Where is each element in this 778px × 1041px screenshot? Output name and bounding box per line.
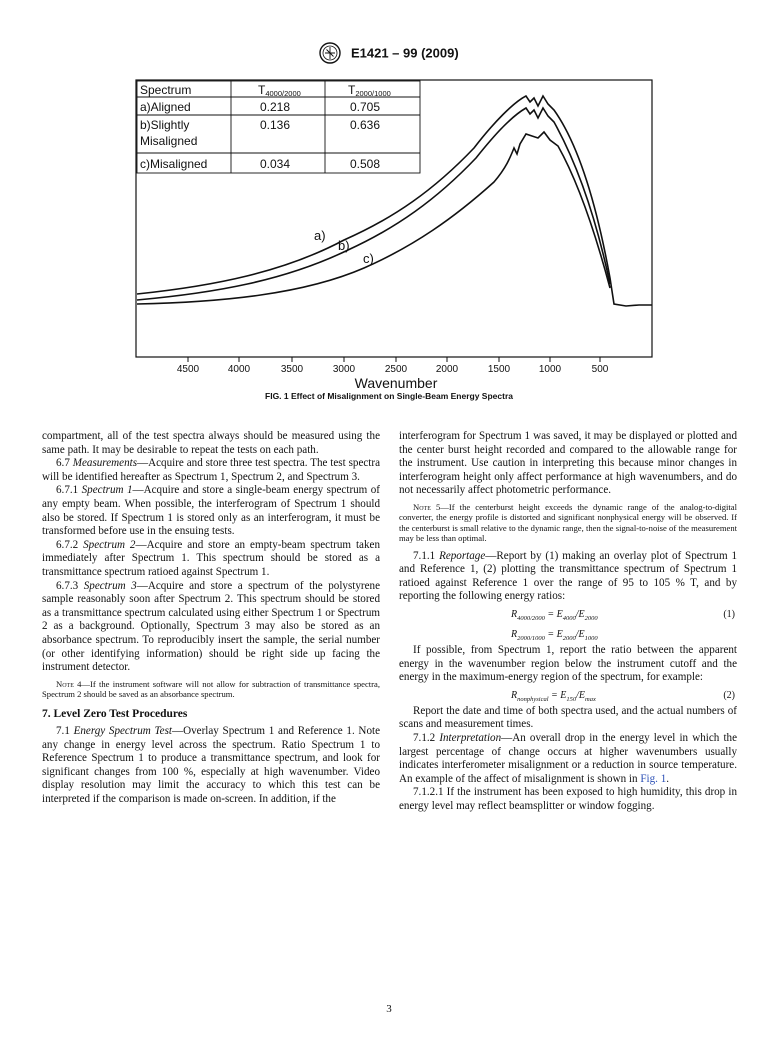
table-cell-row2-t4000: 0.136 — [260, 118, 291, 132]
table-cell-row1-t2000: 0.705 — [350, 100, 381, 114]
table-cell-row2-t2000: 0.636 — [350, 118, 381, 132]
x-tick-label: 2000 — [435, 364, 459, 375]
page-header — [0, 42, 778, 64]
table-cell-row3-t2000: 0.508 — [350, 157, 381, 171]
curve-label-a: a) — [314, 228, 326, 243]
paragraph: 7.1 Energy Spectrum Test—Overlay Spectrum 1 and Reference 1. Note any change in energy level across the spectrum. Ratio Spectrum 1 to Reference Spectrum 1 to produce a transmittance spectrum, and look for significant changes from 100 %, especially at high wavenumber. Video display resolution may limit the accuracy to which this test can be interpreted if the comparison is made on-screen. In addition, if the — [42, 725, 380, 806]
x-tick-label: 1500 — [487, 364, 511, 375]
x-tick-label: 3000 — [332, 364, 356, 375]
astm-logo-icon — [319, 42, 341, 64]
paragraph: 6.7.2 Spectrum 2—Acquire and store an empty-beam spectrum taken immediately after Spectrum 1. This spectrum should be stored as a transmittance spectrum ratioed against Spectrum 1. — [42, 538, 380, 578]
curve-label-c: c) — [363, 251, 374, 266]
equation-1b: $R_{2000/1000} = E_{2000}/E_{1000}$ — [511, 628, 598, 642]
paragraph: Report the date and time of both spectra used, and the actual numbers of scans and measurement times. — [399, 704, 737, 731]
equation-1: $R_{4000/2000} = E_{4000}/E_{2000}$ (1) — [511, 608, 735, 622]
x-tick-label: 4000 — [227, 364, 251, 375]
x-tick-label: 3500 — [280, 364, 304, 375]
paragraph: 7.1.2 Interpretation—An overall drop in the energy level in which the largest percentage of change occurs at higher wavenumbers usually indicates interferometer misalignment or a reduction in source temperature. An example of the affect of misalignment is shown in Fig. 1. — [399, 731, 737, 785]
x-tick-label: 2500 — [384, 364, 408, 375]
table-header-t4000: T4000/2000 — [258, 83, 301, 98]
table-cell-row1-t4000: 0.218 — [260, 100, 291, 114]
ratio-table — [137, 81, 420, 173]
page-number: 3 — [386, 1003, 392, 1015]
x-tick-label: 4500 — [176, 364, 200, 375]
paragraph: interferogram for Spectrum 1 was saved, it may be displayed or plotted and the center burst height recorded and compared to the allowable range for the instrument. Use caution in interpreting this because minor changes in interferogram height only affect performance at high wavenumbers, and do not necessarily affect photometric performance. — [399, 430, 737, 497]
fig1-link[interactable]: Fig. 1 — [640, 772, 667, 785]
table-header-t2000: T2000/1000 — [348, 83, 391, 98]
table-cell-row3-name: c)Misaligned — [140, 157, 208, 171]
standard-designation: E1421 – 99 (2009) — [350, 45, 459, 61]
section-heading: 7. Level Zero Test Procedures — [42, 707, 188, 720]
table-cell-row2-name-a: b)Slightly — [140, 118, 190, 132]
left-column — [42, 430, 380, 807]
curve-label-b: b) — [338, 238, 350, 253]
x-tick-label: 1000 — [538, 364, 562, 375]
note-4: Note 4—If the instrument software will not allow for subtraction of transmittance spectra, Spectrum 2 should be saved as an absorbance spectrum. — [42, 678, 380, 700]
equation-2: $R_{nonphysical} = E_{150}/E_{max}$ (2) — [511, 689, 735, 703]
paragraph: If possible, from Spectrum 1, report the ratio between the apparent energy in the wavenumber region below the instrument cutoff and the energy in the maximum-energy region of the spectrum, for example: — [399, 643, 737, 684]
paragraph: 6.7 Measurements—Acquire and store three test spectra. The test spectra will be identified hereafter as Spectrum 1, Spectrum 2, and Spectrum 3. — [42, 457, 380, 483]
paragraph: 7.1.2.1 If the instrument has been exposed to high humidity, this drop in energy level may reflect beamsplitter or window fogging. — [399, 786, 737, 812]
x-axis-label: Wavenumber — [354, 375, 438, 391]
table-cell-row1-name: a)Aligned — [140, 100, 191, 114]
paragraph: compartment, all of the test spectra always should be measured using the same path. It may be desirable to repeat the tests on each path. — [42, 430, 380, 456]
energy-spectra-figure — [134, 78, 654, 392]
table-cell-row3-t4000: 0.034 — [260, 157, 291, 171]
note-5: Note 5—If the centerburst height exceeds the dynamic range of the analog-to-digital converter, the energy profile is distorted and significant nonphysical energy will be observed. If the centerburst is small relative to the dynamic range, then the signal-to-noise of the measurement may be less than optimal. — [399, 501, 737, 544]
figure-caption: FIG. 1 Effect of Misalignment on Single-Beam Energy Spectra — [265, 391, 513, 401]
x-tick-label: 500 — [591, 364, 609, 375]
paragraph: 6.7.3 Spectrum 3—Acquire and store a spectrum of the polystyrene sample reasonably soon after Spectrum 2. This spectrum should be stored as a transmittance spectrum calculated using either Spectrum 1 or Spectrum 2 as a background. Optionally, Spectrum 3 may also be stored as an absorbance spectrum. To reproducibly insert the sample, the serial number (or other identifying information) should be right side up facing the instrument detector. — [42, 579, 380, 674]
table-header-spectrum: Spectrum — [140, 83, 192, 97]
right-column — [399, 430, 737, 814]
table-cell-row2-name-b: Misaligned — [140, 134, 198, 148]
paragraph: 7.1.1 Reportage—Report by (1) making an overlay plot of Spectrum 1 and Reference 1, (2) plotting the transmittance spectrum of Spectrum 1 ratioed against Reference 1 over the range of 95 to 105 % T, and by reporting the following energy ratios: — [399, 549, 737, 603]
paragraph: 6.7.1 Spectrum 1—Acquire and store a single-beam energy spectrum of any empty beam. When possible, the interferogram of Spectrum 1 should also be stored. If Spectrum 1 is stored only as an interferogram, it must be transformed before use in the ensuing tests. — [42, 484, 380, 538]
